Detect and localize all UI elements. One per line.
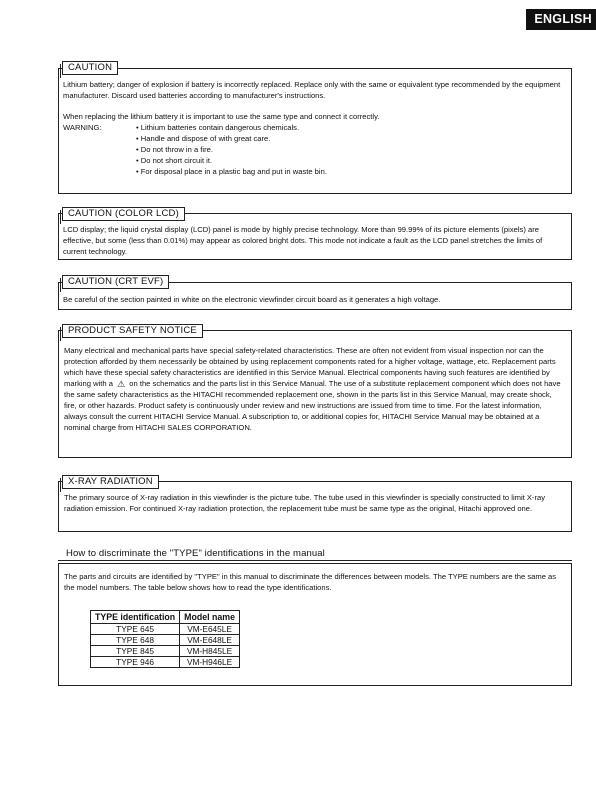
product-safety-title: PRODUCT SAFETY NOTICE: [62, 324, 203, 338]
table-row: [91, 624, 240, 635]
xray-text: The primary source of X-ray radiation in this viewfinder is the picture tube. The tube used in this viewfinder is specially constructed to limit X-ray radiation emission. For continued X-ray radiation protection, the replacement tube must be same type as the original, Hitachi approved one.: [64, 493, 546, 513]
model-cell: VM-H946LE: [180, 657, 240, 668]
warning-item: • Lithium batteries contain dangerous chemicals.: [136, 123, 300, 132]
warning-block: [63, 122, 565, 177]
product-safety-text-part1: Many electrical and mechanical parts have special safety-related characteristics. These are often not evident from visual inspection nor can the protection afforded by them necessarily be obtained by using replacement components rated for a higher voltage, wattage, etc. Replacement parts which have these special safety characteristics are identified in this Service Manual. Electrical components having such features are identified by marking with a: [64, 346, 556, 388]
warning-item: • Do not short circuit it.: [136, 156, 213, 165]
table-header-row: [91, 611, 240, 624]
model-cell: VM-E645LE: [180, 624, 240, 635]
xray-title: X-RAY RADIATION: [62, 475, 159, 489]
type-table: [90, 610, 240, 668]
type-cell: TYPE 648: [91, 635, 180, 646]
type-section-text: The parts and circuits are identified by "TYPE" in this manual to discriminate the differences between models. The TYPE numbers are the same as the model numbers. The table below shows how to read the type identifications.: [64, 572, 557, 592]
product-safety-text-part2: on the schematics and the parts list in this Service Manual. The use of a substitute replacement component which does not have the same safety characteristics as the HITACHI recommended replacement one, shown in the parts list in this Service Manual, may create shock, fire, or other hazards. Product safety is continuously under review and new instructions are issued from time to time. For the latest information, always consult the current HITACHI Service Manual. A subscription to, or additional copies for, HITACHI Service Manual may be obtained at a nominal charge from HITACHI SALES CORPORATION.: [64, 379, 561, 432]
table-header-type: TYPE identification: [91, 611, 180, 624]
warning-triangle-icon: ⚠: [117, 379, 126, 389]
type-cell: TYPE 645: [91, 624, 180, 635]
type-section-heading: How to discriminate the "TYPE" identifications in the manual: [66, 548, 325, 559]
type-cell: TYPE 946: [91, 657, 180, 668]
caution-lcd-text: LCD display; the liquid crystal display (LCD) panel is mode by highly precise technology. More than 99.99% of its picture elements (pixels) are effective, but some (less than 0.01%) may appear as colored bright dots. This mode not indicate a fault as the LCD panel stretches the limits of current technology.: [63, 225, 543, 256]
warning-item: • Do not throw in a fire.: [136, 145, 213, 154]
language-badge: ENGLISH: [526, 9, 596, 30]
heading-rule: [58, 560, 572, 561]
table-row: [91, 646, 240, 657]
product-safety-text: [64, 345, 565, 433]
model-cell: VM-E648LE: [180, 635, 240, 646]
caution-crt-title: CAUTION (CRT EVF): [62, 275, 169, 289]
caution-para-1: Lithium battery; danger of explosion if battery is incorrectly replaced. Replace only with the same or equivalent type recommended by the equipment manufacturer. Discard used batteries according to manufacturer's instructions.: [63, 80, 561, 100]
caution-para-2: When replacing the lithium battery it is important to use the same type and connect it correctly.: [63, 112, 380, 121]
type-cell: TYPE 845: [91, 646, 180, 657]
warning-item: • Handle and dispose of with great care.: [136, 134, 271, 143]
caution-crt-text: Be careful of the section painted in white on the electronic viewfinder circuit board as it generates a high voltage.: [63, 295, 441, 304]
table-header-model: Model name: [180, 611, 240, 624]
product-safety-box: [58, 330, 572, 458]
caution-lcd-title: CAUTION (COLOR LCD): [62, 207, 185, 221]
model-cell: VM-H845LE: [180, 646, 240, 657]
warning-item: • For disposal place in a plastic bag and put in waste bin.: [136, 167, 327, 176]
table-row: [91, 635, 240, 646]
warning-label: WARNING:: [63, 123, 102, 132]
table-row: [91, 657, 240, 668]
caution-title: CAUTION: [62, 61, 118, 75]
caution-box: [58, 68, 572, 194]
